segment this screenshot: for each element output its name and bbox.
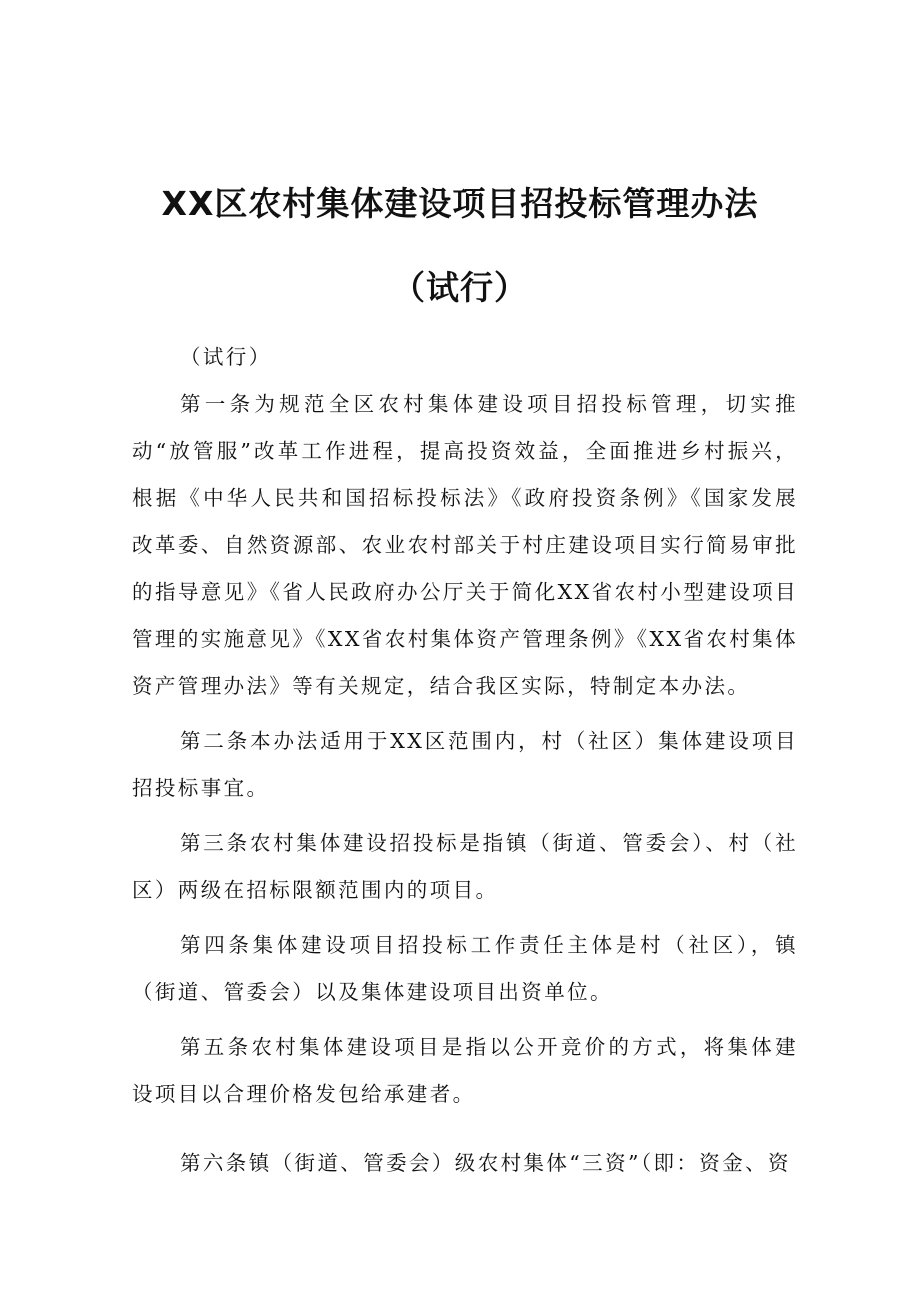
paragraph-article-6: 第六条镇（街道、管委会）级农村集体“三资”（即：资金、资 [180,1151,791,1175]
document-title: XX区农村集体建设项目招投标管理办法 [161,184,759,223]
paragraph-article-5: 第五条农村集体建设项目是指以公开竞价的方式，将集体建设项目以合理价格发包给承建者。 [132,1035,798,1106]
document-subtitle: （试行） [392,268,528,307]
paragraph-article-4: 第四条集体建设项目招投标工作责任主体是村（社区），镇（街道、管委会）以及集体建设项目出资单位。 [132,933,798,1004]
paragraph-article-1: 第一条为规范全区农村集体建设项目招投标管理，切实推动“放管服”改革工作进程，提高投资效益，全面推进乡村振兴，根据《中华人民共和国招标投标法》《政府投资条例》《国家发展改革委、自然资源部、农业农村部关于村庄建设项目实行简易审批的指导意见》《省人民政府办公厅关于简化XX省农村小型建设项目管理的实施意见》《XX省农村集体资产管理条例》《XX省农村集体资产管理办法》等有关规定，结合我区实际，特制定本办法。 [132,392,798,698]
paragraph-article-3: 第三条农村集体建设招投标是指镇（街道、管委会）、村（社区）两级在招标限额范围内的项目。 [132,831,798,902]
document-body [132,334,798,1195]
paragraph-article-2: 第二条本办法适用于XX区范围内，村（社区）集体建设项目招投标事宜。 [132,729,798,800]
paragraph-trial-note: （试行） [180,345,272,369]
